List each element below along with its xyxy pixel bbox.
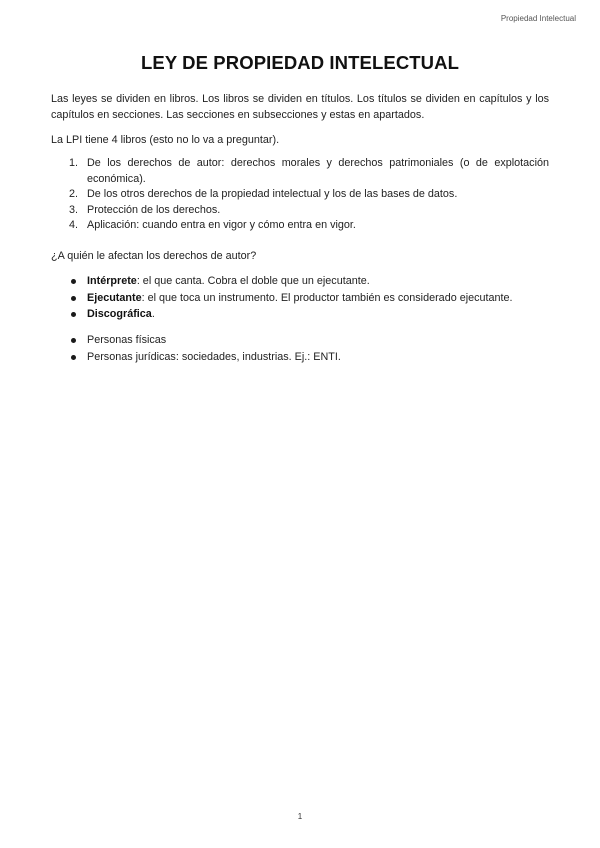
bullet-icon [71,355,76,360]
list-item [51,306,549,323]
list-item [51,349,549,366]
list-item [51,290,549,307]
list-item-text: Protección de los derechos. [87,203,221,216]
list-item [51,218,549,234]
list-number: 4. [69,219,79,231]
page-number: 1 [297,812,303,821]
list-item-text: De los otros derechos de la propiedad intelectual y los de las bases de datos. [87,188,458,200]
term-description: : el que toca un instrumento. El productor también es considerado ejecutante. [141,291,513,304]
bullet-icon [71,312,76,317]
list-item [51,332,549,349]
lpi-paragraph: La LPI tiene 4 libros (esto no lo va a preguntar). [51,134,280,146]
question-paragraph: ¿A quién le afectan los derechos de autor? [51,250,257,262]
intro-paragraph: Las leyes se dividen en libros. Los libros se dividen en títulos. Los títulos se dividen en capítulos y los capítulos en secciones. Las secciones en subsecciones y estas en apartados. [51,93,549,121]
affected-list [51,273,549,323]
bullet-icon [71,296,76,301]
running-header: Propiedad Intelectual [500,14,576,23]
list-number: 1. [69,157,79,169]
term-description: . [151,308,155,320]
list-item [51,156,549,187]
list-item-text: De los derechos de autor: derechos morales y derechos patrimoniales (o de explotación económica). [87,157,549,185]
list-item [51,273,549,290]
term-label: Discográfica [87,308,152,320]
bullet-icon [71,338,76,343]
term-description: : el que canta. Cobra el doble que un ejecutante. [136,275,370,287]
list-number: 2. [69,188,79,200]
list-item-text: Personas jurídicas: sociedades, industrias. Ej.: ENTI. [87,350,341,363]
term-label: Ejecutante [87,291,142,304]
list-number: 3. [69,203,79,216]
books-list [51,156,549,234]
bullet-icon [71,279,76,284]
persons-list [51,332,549,365]
document-title: LEY DE PROPIEDAD INTELECTUAL [140,52,459,73]
list-item [51,203,549,219]
list-item [51,187,549,203]
list-item-text: Personas físicas [87,334,167,346]
list-item-text: Aplicación: cuando entra en vigor y cómo entra en vigor. [87,219,356,231]
term-label: Intérprete [87,275,137,287]
